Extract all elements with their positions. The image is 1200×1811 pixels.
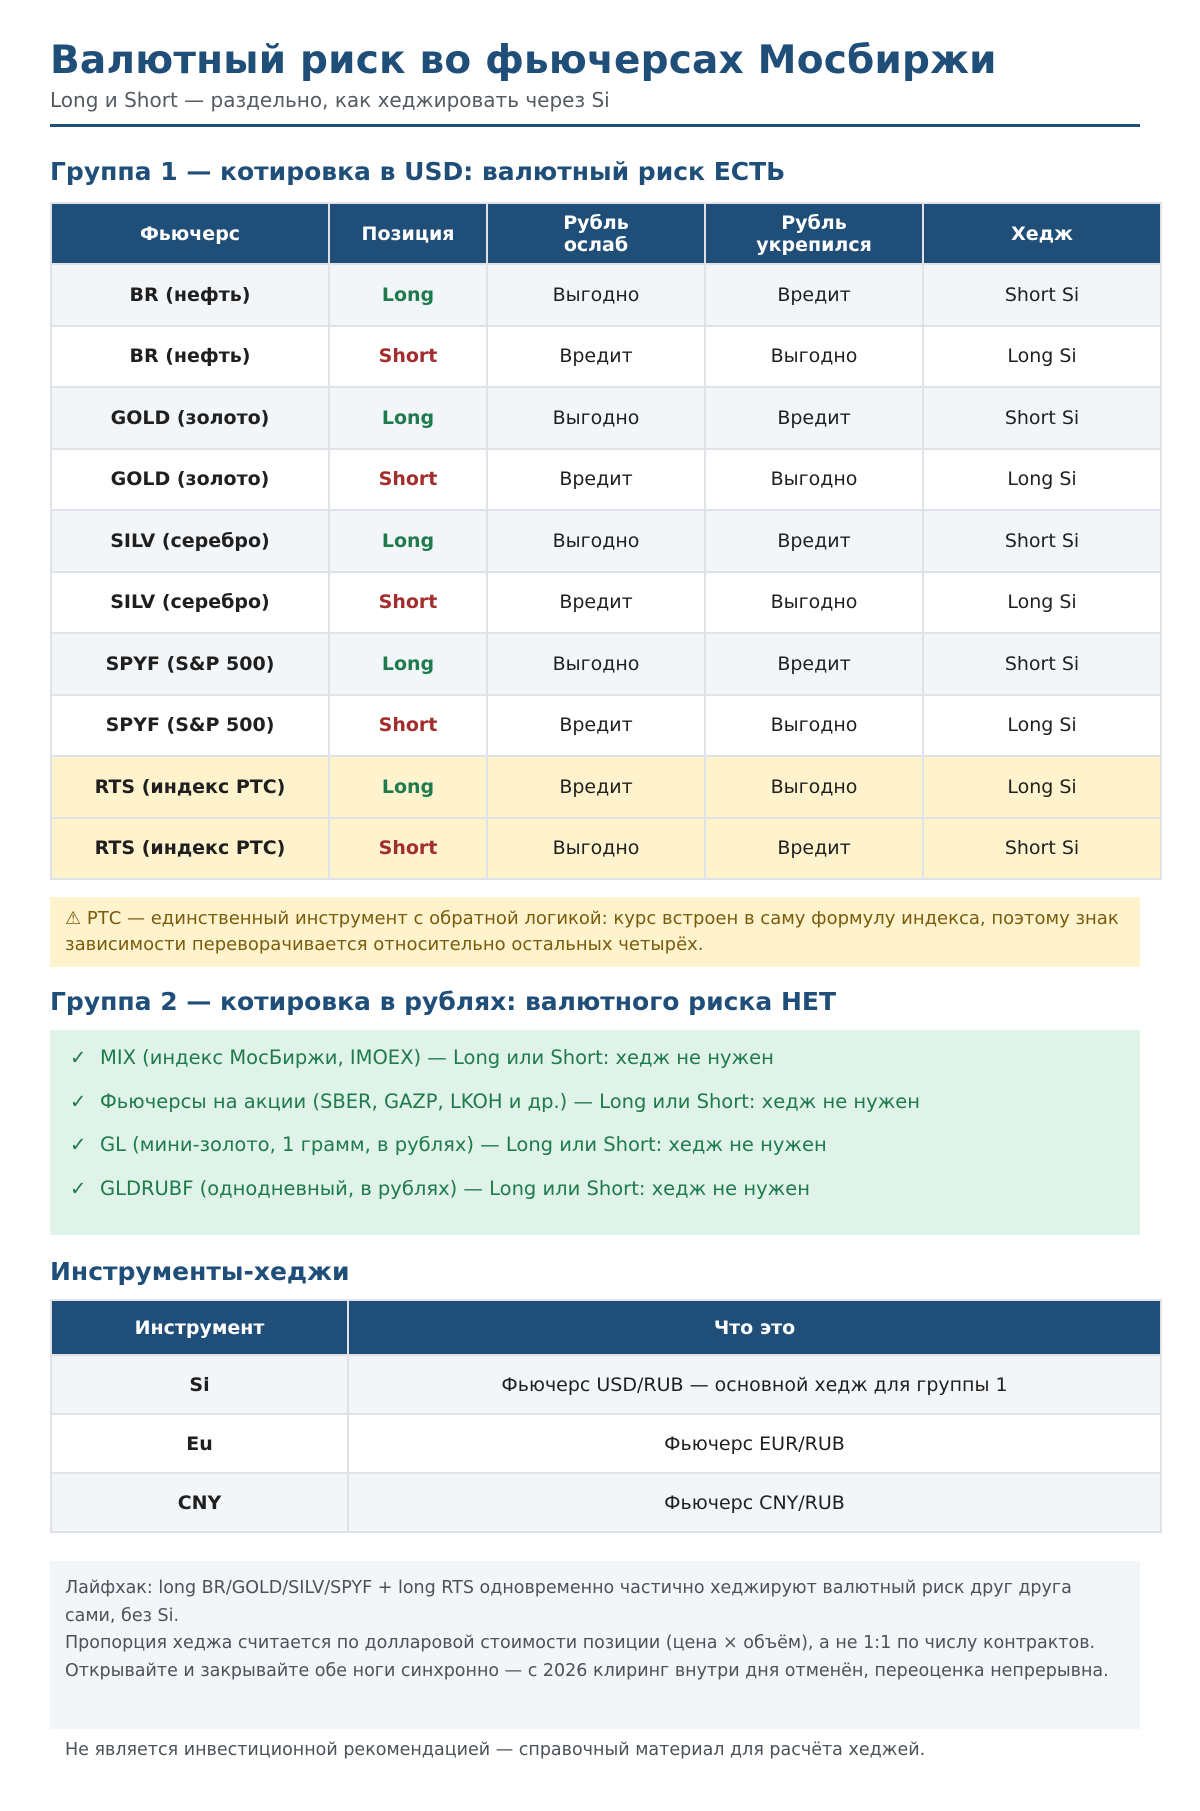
table-row	[51, 387, 1161, 449]
col-position: Позиция	[329, 203, 487, 264]
list-item-text: Фьючерсы на акции (SBER, GAZP, LKOH и др.) — Long или Short: хедж не нужен	[100, 1089, 920, 1113]
futures-cell: SPYF (S&P 500)	[51, 695, 329, 757]
table-row	[51, 264, 1161, 326]
table-row	[51, 326, 1161, 388]
ruble-weak-cell: Вредит	[487, 756, 705, 818]
ruble-strong-cell: Вредит	[705, 818, 923, 880]
hedge-cell: Long Si	[923, 695, 1161, 757]
notes-box	[50, 1561, 1140, 1729]
col-ruble-strong	[705, 203, 923, 264]
note-sync: Открывайте и закрывайте обе ноги синхронно — с 2026 клиринг внутри дня отменён, переоценка непрерывна.	[65, 1660, 1109, 1681]
futures-cell: BR (нефть)	[51, 326, 329, 388]
list-item	[50, 1087, 1140, 1131]
col-description: Что это	[348, 1300, 1161, 1355]
rts-warning: ⚠ РТС — единственный инструмент с обратной логикой: курс встроен в саму формулу индекса, поэтому знак зависимости переворачивается относительно остальных четырёх.	[50, 897, 1140, 967]
position-cell: Short	[329, 572, 487, 634]
ruble-weak-cell: Вредит	[487, 326, 705, 388]
ruble-strong-cell: Вредит	[705, 633, 923, 695]
col-instrument: Инструмент	[51, 1300, 348, 1355]
instrument-cell: Si	[51, 1355, 348, 1414]
list-item	[50, 1130, 1140, 1174]
ruble-weak-cell: Выгодно	[487, 633, 705, 695]
check-icon: ✓	[70, 1176, 87, 1200]
group1-heading: Группа 1 — котировка в USD: валютный риск ЕСТЬ	[50, 157, 786, 186]
hedge-cell: Long Si	[923, 756, 1161, 818]
ruble-weak-cell: Вредит	[487, 695, 705, 757]
futures-cell: GOLD (золото)	[51, 387, 329, 449]
ruble-strong-cell: Выгодно	[705, 695, 923, 757]
hedge-cell: Long Si	[923, 449, 1161, 511]
table-row	[51, 818, 1161, 880]
disclaimer: Не является инвестиционной рекомендацией — справочный материал для расчёта хеджей.	[65, 1740, 926, 1760]
futures-cell: BR (нефть)	[51, 264, 329, 326]
hedges-header-row	[51, 1300, 1161, 1355]
table-row	[51, 695, 1161, 757]
table-row	[51, 633, 1161, 695]
ruble-weak-cell: Выгодно	[487, 264, 705, 326]
hedge-cell: Short Si	[923, 818, 1161, 880]
col-hedge: Хедж	[923, 203, 1161, 264]
note-proportion: Пропорция хеджа считается по долларовой стоимости позиции (цена × объём), а не 1:1 по числу контрактов.	[65, 1633, 1096, 1653]
list-item	[50, 1043, 1140, 1087]
note-lifehack: Лайфхак: long BR/GOLD/SILV/SPYF + long RTS одновременно частично хеджируют валютный риск друг друга сами, без Si.	[65, 1578, 1072, 1626]
ruble-strong-cell: Выгодно	[705, 326, 923, 388]
ruble-weak-cell: Выгодно	[487, 510, 705, 572]
hedge-cell: Long Si	[923, 572, 1161, 634]
table-row	[51, 1355, 1161, 1414]
position-cell: Long	[329, 264, 487, 326]
position-cell: Long	[329, 387, 487, 449]
ruble-strong-cell: Выгодно	[705, 449, 923, 511]
futures-cell: RTS (индекс РТС)	[51, 818, 329, 880]
col-ruble-strong-label: Рубль укрепился	[756, 211, 872, 256]
ruble-strong-cell: Выгодно	[705, 572, 923, 634]
col-ruble-weak-label: Рубль ослаб	[563, 211, 629, 256]
ruble-strong-cell: Вредит	[705, 510, 923, 572]
ruble-weak-cell: Выгодно	[487, 818, 705, 880]
table-row	[51, 510, 1161, 572]
description-cell: Фьючерс CNY/RUB	[348, 1473, 1161, 1532]
futures-cell: SPYF (S&P 500)	[51, 633, 329, 695]
hedge-cell: Long Si	[923, 326, 1161, 388]
position-cell: Long	[329, 633, 487, 695]
position-cell: Short	[329, 449, 487, 511]
ruble-strong-cell: Вредит	[705, 387, 923, 449]
check-icon: ✓	[70, 1046, 87, 1069]
position-cell: Short	[329, 326, 487, 388]
hedge-cell: Short Si	[923, 633, 1161, 695]
futures-cell: RTS (индекс РТС)	[51, 756, 329, 818]
col-ruble-weak	[487, 203, 705, 264]
ruble-strong-cell: Выгодно	[705, 756, 923, 818]
page-subtitle: Long и Short — раздельно, как хеджировать через Si	[50, 88, 610, 112]
hedge-cell: Short Si	[923, 264, 1161, 326]
position-cell: Long	[329, 510, 487, 572]
instrument-cell: CNY	[51, 1473, 348, 1532]
futures-cell: SILV (серебро)	[51, 510, 329, 572]
page-title: Валютный риск во фьючерсах Мосбиржи	[50, 38, 997, 83]
table-row	[51, 1414, 1161, 1473]
description-cell: Фьючерс USD/RUB — основной хедж для группы 1	[348, 1355, 1161, 1414]
position-cell: Short	[329, 695, 487, 757]
table-row	[51, 572, 1161, 634]
check-icon: ✓	[70, 1133, 87, 1156]
list-item-text: GLDRUBF (однодневный, в рублях) — Long или Short: хедж не нужен	[100, 1176, 810, 1200]
hedges-heading: Инструменты-хеджи	[50, 1257, 350, 1286]
table-row	[51, 756, 1161, 818]
group1-header-row	[51, 203, 1161, 264]
ruble-weak-cell: Вредит	[487, 449, 705, 511]
ruble-strong-cell: Вредит	[705, 264, 923, 326]
ruble-weak-cell: Вредит	[487, 572, 705, 634]
instrument-cell: Eu	[51, 1414, 348, 1473]
check-icon: ✓	[70, 1089, 87, 1113]
group2-heading: Группа 2 — котировка в рублях: валютного риска НЕТ	[50, 987, 836, 1016]
ruble-weak-cell: Выгодно	[487, 387, 705, 449]
description-cell: Фьючерс EUR/RUB	[348, 1414, 1161, 1473]
list-item-text: MIX (индекс МосБиржи, IMOEX) — Long или Short: хедж не нужен	[100, 1046, 774, 1069]
position-cell: Short	[329, 818, 487, 880]
futures-cell: SILV (серебро)	[51, 572, 329, 634]
hedge-cell: Short Si	[923, 510, 1161, 572]
group1-table	[50, 202, 1162, 880]
list-item-text: GL (мини-золото, 1 грамм, в рублях) — Long или Short: хедж не нужен	[100, 1133, 827, 1156]
group2-list	[50, 1030, 1140, 1235]
col-futures: Фьючерс	[51, 203, 329, 264]
table-row	[51, 1473, 1161, 1532]
table-row	[51, 449, 1161, 511]
position-cell: Long	[329, 756, 487, 818]
hedge-cell: Short Si	[923, 387, 1161, 449]
title-divider	[50, 124, 1140, 127]
futures-cell: GOLD (золото)	[51, 449, 329, 511]
list-item	[50, 1174, 1140, 1218]
hedges-table	[50, 1299, 1162, 1533]
